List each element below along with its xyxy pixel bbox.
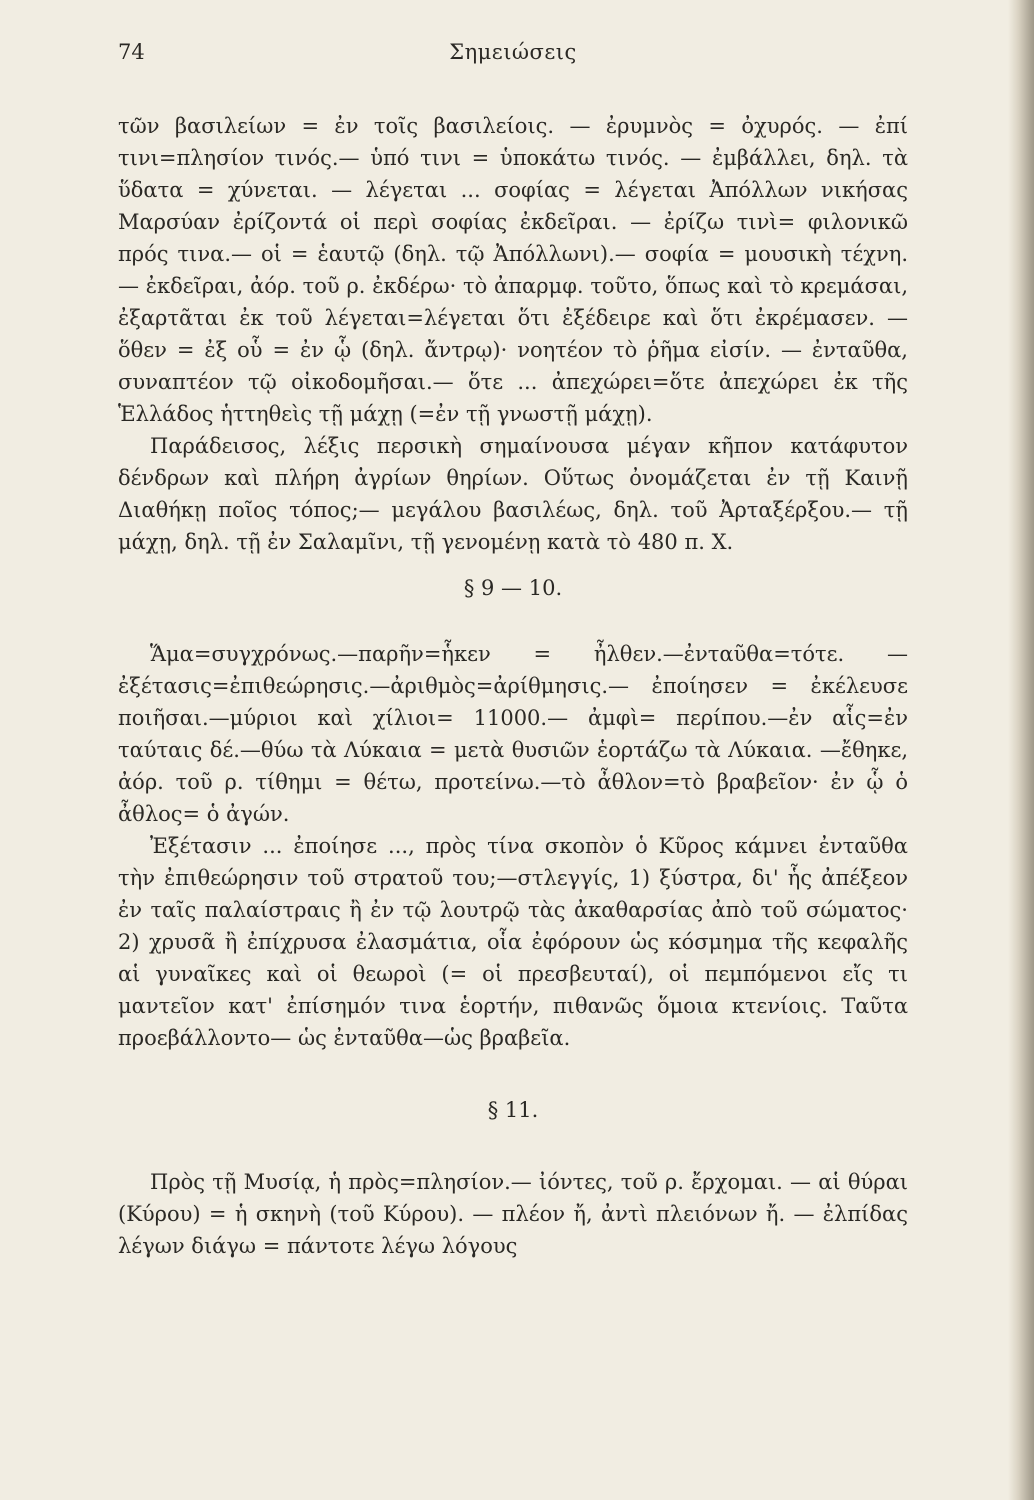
paragraph: Ἅμα=συγχρόνως.—παρῆν=ἧκεν = ἦλθεν.—ἐνταῦθα=τότε. —ἐξέτασις=ἐπιθεώρησις.—ἀριθμὸς=ἀρίθμησις.— ἐποίησεν = ἐκέλευσε ποιῆσαι.—μύριοι καὶ χίλιοι= 11000.— ἀμφὶ= περίπου.—ἐν αἷς=ἐν ταύταις δέ.—θύω τὰ Λύκαια = μετὰ θυσιῶν ἑορτάζω τὰ Λύκαια. —ἔθηκε, ἀόρ. τοῦ ρ. τίθημι = θέτω, προτείνω.—τὸ ἆθλον=τὸ βραβεῖον· ἐν ᾧ ὁ ἆθλος= ὁ ἀγών. <box>118 642 908 826</box>
paragraph: Παράδεισος, λέξις περσικὴ σημαίνουσα μέγαν κῆπον κατάφυτον δένδρων καὶ πλήρη ἀγρίων θηρίων. Οὕτως ὀνομάζεται ἐν τῇ Καινῇ Διαθήκῃ ποῖος τόπος;— μεγάλου βασιλέως, δηλ. τοῦ Ἀρταξέρξου.— τῇ μάχῃ, δηλ. τῇ ἐν Σαλαμῖνι, τῇ γενομένῃ κατὰ τὸ 480 π. Χ. <box>118 434 908 554</box>
page-body <box>118 110 908 1262</box>
running-title: Σημειώσεις <box>449 40 577 64</box>
book-page <box>118 40 908 1262</box>
page-number: 74 <box>118 40 145 64</box>
section-heading: § 11. <box>487 1098 539 1122</box>
paragraph: Ἐξέτασιν ... ἐποίησε ..., πρὸς τίνα σκοπὸν ὁ Κῦρος κάμνει ἐνταῦθα τὴν ἐπιθεώρησιν τοῦ στρατοῦ του;—στλεγγίς, 1) ξύστρα, δι' ἧς ἀπέξεον ἐν ταῖς παλαίστραις ἢ ἐν τῷ λουτρῷ τὰς ἀκαθαρσίας ἀπὸ τοῦ σώματος· 2) χρυσᾶ ἢ ἐπίχρυσα ἐλασμάτια, οἷα ἐφόρουν ὡς κόσμημα τῆς κεφαλῆς αἱ γυναῖκες καὶ οἱ θεωροὶ (= οἱ πρεσβευταί), οἱ πεμπόμενοι εἴς τι μαντεῖον κατ' ἐπίσημόν τινα ἑορτήν, πιθανῶς ὅμοια κτενίοις. Ταῦτα προεβάλλοντο— ὡς ἐνταῦθα—ὡς βραβεῖα. <box>118 834 908 1050</box>
paragraph: Πρὸς τῇ Μυσίᾳ, ἡ πρὸς=πλησίον.— ἰόντες, τοῦ ρ. ἔρχομαι. — αἱ θύραι (Κύρου) = ἡ σκηνὴ (τοῦ Κύρου). — πλέον ἤ, ἀντὶ πλειόνων ἤ. — ἐλπίδας λέγων διάγω = πάντοτε λέγω λόγους <box>118 1170 908 1258</box>
paragraph: τῶν βασιλείων = ἐν τοῖς βασιλείοις. — ἐρυμνὸς = ὀχυρός. — ἐπί τινι=πλησίον τινός.— ὑπό τινι = ὑποκάτω τινός. — ἐμβάλλει, δηλ. τὰ ὕδατα = χύνεται. — λέγεται ... σοφίας = λέγεται Ἀπόλλων νικήσας Μαρσύαν ἐρίζοντά οἱ περὶ σοφίας ἐκδεῖραι. — ἐρίζω τινὶ= φιλονικῶ πρός τινα.— οἱ = ἑαυτῷ (δηλ. τῷ Ἀπόλλωνι).— σοφία = μουσικὴ τέχνη. — ἐκδεῖραι, ἀόρ. τοῦ ρ. ἐκδέρω· τὸ ἀπαρμφ. τοῦτο, ὅπως καὶ τὸ κρεμάσαι, ἐξαρτᾶται ἐκ τοῦ λέγεται=λέγεται ὅτι ἐξέδειρε καὶ ὅτι ἐκρέμασεν. — ὅθεν = ἐξ οὗ = ἐν ᾧ (δηλ. ἄντρῳ)· νοητέον τὸ ῥῆμα εἰσίν. — ἐνταῦθα, συναπτέον τῷ οἰκοδομῆσαι.— ὅτε ... ἀπεχώρει=ὅτε ἀπεχώρει ἐκ τῆς Ἑλλάδος ἡττηθεὶς τῇ μάχῃ (=ἐν τῇ γνωστῇ μάχῃ). <box>118 114 908 426</box>
running-header <box>118 40 908 80</box>
section-heading: § 9 — 10. <box>463 576 563 600</box>
page-edge-shadow <box>1008 0 1034 1500</box>
